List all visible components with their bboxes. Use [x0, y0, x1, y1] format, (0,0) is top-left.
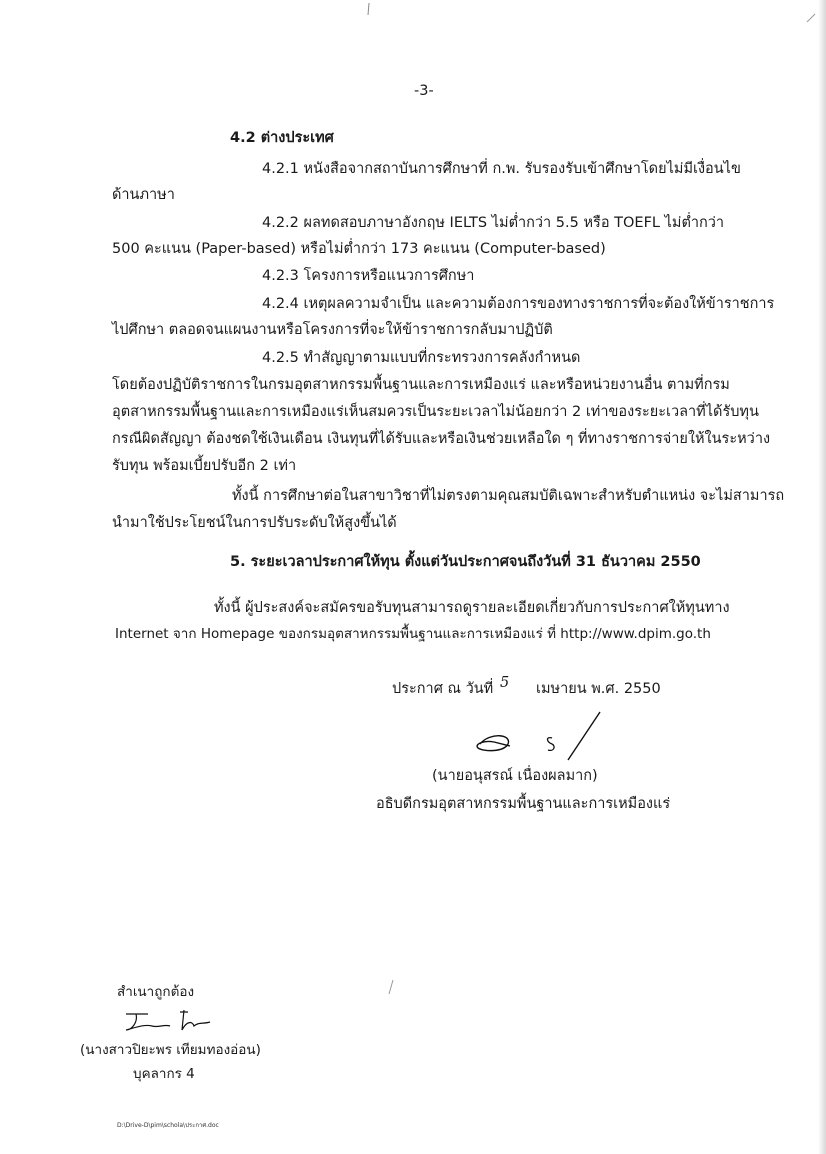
item-4-2-4-continuation: ไปศึกษา ตลอดจนแผนงานหรือโครงการที่จะให้ข้าราชการกลับมาปฏิบัติ: [112, 322, 553, 338]
page-number: -3-: [414, 83, 434, 99]
announcement-day: 5: [500, 675, 510, 691]
info-line-2: Internet จาก Homepage ของกรมอุตสาหกรรมพื้นฐานและการเหมืองแร่ ที่ http://www.dpim.go.th: [115, 626, 711, 642]
certifier-signature: [118, 1006, 218, 1038]
scan-edge-shadow: [818, 0, 826, 1154]
item-4-2-3: 4.2.3 โครงการหรือแนวการศึกษา: [262, 268, 475, 284]
certified-copy-label: สำเนาถูกต้อง: [117, 984, 195, 1000]
section-5: 5. ระยะเวลาประกาศให้ทุน ตั้งแต่วันประกาศจนถึงวันที่ 31 ธันวาคม 2550: [230, 554, 701, 570]
scan-mark-middle: [386, 978, 396, 996]
scan-mark-top: [366, 2, 372, 16]
signatory-name: (นายอนุสรณ์ เนื่องผลมาก): [432, 768, 598, 784]
certifier-position: บุคลากร 4: [133, 1066, 195, 1082]
note-line-1: ทั้งนี้ การศึกษาต่อในสาขาวิชาที่ไม่ตรงตามคุณสมบัติเฉพาะสำหรับตำแหน่ง จะไม่สามารถ: [232, 488, 785, 504]
certifier-name: (นางสาวปิยะพร เทียมทองอ่อน): [80, 1042, 261, 1058]
obligation-line-1: โดยต้องปฏิบัติราชการในกรมอุตสาหกรรมพื้นฐานและการเหมืองแร่ และหรือหน่วยงานอื่น ตามที่กรม: [112, 377, 730, 393]
item-4-2-5: 4.2.5 ทำสัญญาตามแบบที่กระทรวงการคลังกำหนด: [262, 350, 581, 366]
info-line-1: ทั้งนี้ ผู้ประสงค์จะสมัครขอรับทุนสามารถดูรายละเอียดเกี่ยวกับการประกาศให้ทุนทาง: [214, 600, 730, 616]
item-4-2-2: 4.2.2 ผลทดสอบภาษาอังกฤษ IELTS ไม่ต่ำกว่า 5.5 หรือ TOEFL ไม่ต่ำกว่า: [262, 215, 725, 231]
announcement-month-year: เมษายน พ.ศ. 2550: [536, 681, 661, 697]
signatory-title: อธิบดีกรมอุตสาหกรรมพื้นฐานและการเหมืองแร่: [376, 796, 671, 812]
section-4-2-heading: 4.2 ต่างประเทศ: [230, 130, 334, 146]
director-signature: [450, 706, 610, 776]
announcement-prefix: ประกาศ ณ วันที่: [392, 681, 494, 697]
file-path: D:\Drive-D\pim\schola\ประกาศ.doc: [117, 1122, 219, 1129]
scan-mark-corner: [805, 12, 817, 24]
obligation-line-2: อุตสาหกรรมพื้นฐานและการเหมืองแร่เห็นสมควรเป็นระยะเวลาไม่น้อยกว่า 2 เท่าของระยะเวลาที่ได้รับทุน: [112, 404, 759, 420]
item-4-2-4: 4.2.4 เหตุผลความจำเป็น และความต้องการของทางราชการที่จะต้องให้ข้าราชการ: [262, 296, 775, 312]
obligation-line-4: รับทุน พร้อมเบี้ยปรับอีก 2 เท่า: [112, 458, 297, 474]
item-4-2-2-continuation: 500 คะแนน (Paper-based) หรือไม่ต่ำกว่า 173 คะแนน (Computer-based): [112, 241, 606, 257]
item-4-2-1-continuation: ด้านภาษา: [112, 187, 175, 203]
item-4-2-1: 4.2.1 หนังสือจากสถาบันการศึกษาที่ ก.พ. รับรองรับเข้าศึกษาโดยไม่มีเงื่อนไข: [262, 161, 741, 177]
note-line-2: นำมาใช้ประโยชน์ในการปรับระดับให้สูงขึ้นได้: [112, 515, 397, 531]
obligation-line-3: กรณีผิดสัญญา ต้องชดใช้เงินเดือน เงินทุนที่ได้รับและหรือเงินช่วยเหลือใด ๆ ที่ทางราชการจ่ายให้ในระหว่าง: [112, 431, 771, 447]
